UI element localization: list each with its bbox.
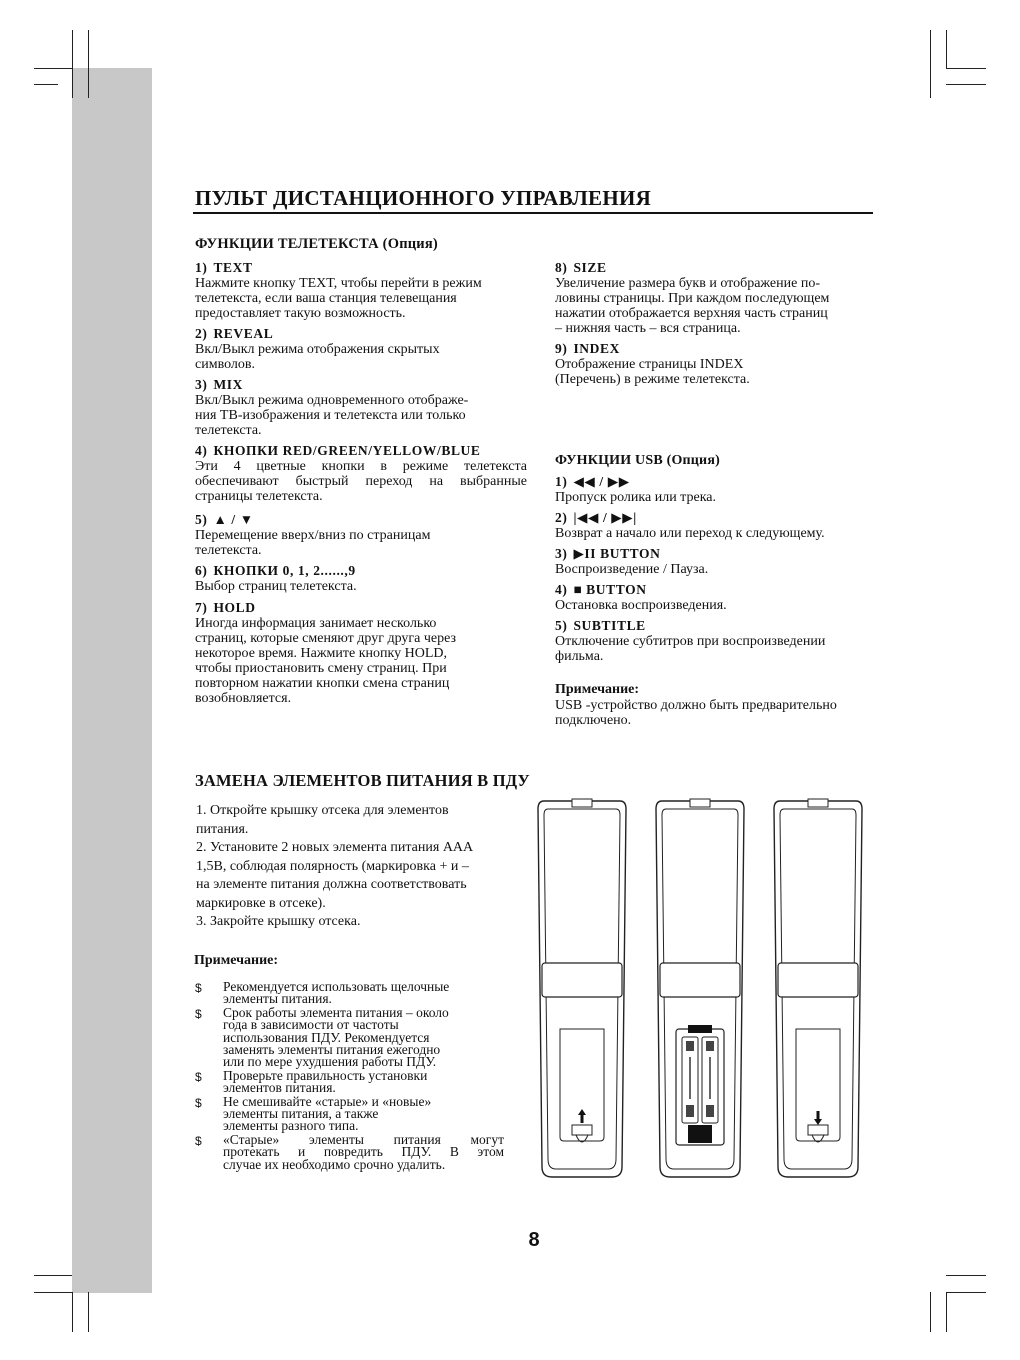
usb-heading: ФУНКЦИИ USB (Опция) (555, 453, 720, 468)
crop-mark (946, 1292, 986, 1293)
teletext-item-colors: 4) КНОПКИ RED/GREEN/YELLOW/BLUE Эти 4 цветные кнопки в режиме телетекста обеспечивают быстрый переход на выбранные страницы телетекста. (195, 443, 527, 504)
list-item: $ Рекомендуется использовать щелочные элементы питания. (195, 979, 450, 1007)
teletext-item-size: 8) SIZE Увеличение размера букв и отображение по- ловины страницы. При каждом последующем нажатии отображается верхняя часть страниц – нижняя часть – вся страница. (555, 260, 830, 336)
crop-mark (930, 30, 931, 98)
usb-note: Примечание: USB -устройство должно быть предварительно подключено. (555, 682, 837, 728)
crop-mark (946, 68, 986, 69)
battery-notes-list (194, 981, 504, 1172)
remote-batteries-illustration (654, 797, 746, 1183)
crop-mark (946, 1275, 986, 1276)
crop-mark (88, 30, 89, 98)
crop-mark (946, 1292, 947, 1332)
usb-item-prev-next: 2) |◀◀ / ▶▶| Возврат а начало или переход к следующему. (555, 510, 825, 541)
battery-heading: ЗАМЕНА ЭЛЕМЕНТОВ ПИТАНИЯ В ПДУ (195, 771, 530, 790)
teletext-item-updown: 5) ▲ / ▼ Перемещение вверх/вниз по страницам телетекста. (195, 512, 431, 558)
battery-note-heading: Примечание: (194, 953, 279, 968)
title-rule (193, 212, 873, 214)
crop-mark (946, 84, 986, 85)
crop-mark (34, 1292, 72, 1293)
usb-column (555, 469, 877, 728)
crop-mark (930, 1292, 931, 1332)
crop-mark (72, 1292, 73, 1332)
usb-item-subtitle: 5) SUBTITLE Отключение субтитров при воспроизведении фильма. (555, 618, 826, 664)
list-item: $ Срок работы элемента питания – около года в зависимости от частоты использования ПДУ. Рекомендуется заменять элементы питания ежегодно или по мере ухудшения работы ПДУ. (195, 1004, 449, 1070)
usb-item-skip: 1) ◀◀ / ▶▶ Пропуск ролика или трека. (555, 474, 716, 505)
list-item: $ Проверьте правильность установки элементов питания. (195, 1067, 428, 1096)
crop-mark (946, 30, 947, 68)
list-item: $ «Старые» элементы питания могут протекать и повредить ПДУ. В этом случае их необходимо срочно удалить. (195, 1131, 504, 1172)
crop-mark (72, 30, 73, 98)
usb-item-play-pause: 3) ▶II BUTTON Воспроизведение / Пауза. (555, 546, 709, 577)
side-band (72, 68, 152, 1293)
teletext-heading: ФУНКЦИИ ТЕЛЕТЕКСТА (Опция) (195, 236, 438, 252)
teletext-right-column (555, 255, 877, 387)
battery-steps: 1. Откройте крышку отсека для элементов питания. 2. Установите 2 новых элемента питания AAA 1,5В, соблюдая полярность (маркировка + и – на элементе питания должна соответствовать маркировке в отсеке). 3. Закройте крышку отсека. (196, 803, 474, 929)
teletext-left-column (195, 255, 527, 706)
teletext-item-reveal: 2) REVEAL Вкл/Выкл режима отображения скрытых символов. (195, 326, 440, 372)
crop-mark (34, 68, 72, 69)
teletext-item-digits: 6) КНОПКИ 0, 1, 2......,9 Выбор страниц телетекста. (195, 563, 357, 594)
remote-back-open-illustration (536, 797, 628, 1183)
teletext-item-text: 1) TEXT Нажмите кнопку TEXT, чтобы перейти в режим телетекста, если ваша станция телевещания предоставляет такую возможность. (195, 260, 482, 321)
crop-mark (34, 1275, 72, 1276)
usb-item-stop: 4) ■ BUTTON Остановка воспроизведения. (555, 582, 727, 613)
list-item: $ Не смешивайте «старые» и «новые» элементы питания, а также элементы разного типа. (195, 1093, 432, 1134)
crop-mark (34, 84, 58, 85)
page-title: ПУЛЬТ ДИСТАНЦИОННОГО УПРАВЛЕНИЯ (195, 186, 652, 210)
teletext-item-index: 9) INDEX Отображение страницы INDEX (Перечень) в режиме телетекста. (555, 341, 750, 387)
remote-back-closed-illustration (772, 797, 864, 1183)
teletext-item-hold: 7) HOLD Иногда информация занимает несколько страниц, которые сменяют друг друга через некоторое время. Нажмите кнопку HOLD, чтобы приостановить смену страниц. При повторном нажатии кнопки смена страниц возобновляется. (195, 600, 457, 706)
page-number: 8 (528, 1229, 540, 1251)
teletext-item-mix: 3) MIX Вкл/Выкл режима одновременного отображе- ния ТВ-изображения и телетекста или только телетекста. (195, 377, 469, 438)
crop-mark (88, 1292, 89, 1332)
